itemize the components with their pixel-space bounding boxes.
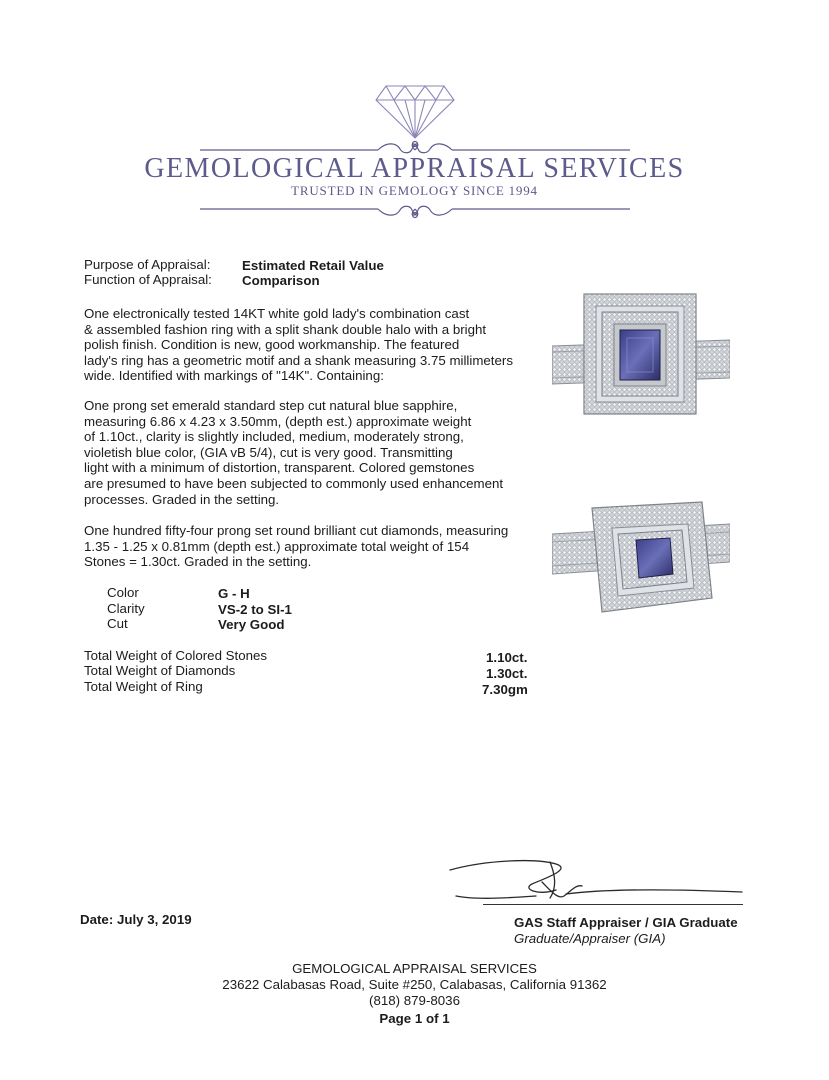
page-number: Page 1 of 1 bbox=[379, 1011, 450, 1026]
text-line: measuring 6.86 x 4.23 x 3.50mm, (depth est.) approximate weight bbox=[84, 413, 472, 429]
text-line: are presumed to have been subjected to commonly used enhancement bbox=[84, 475, 504, 491]
company-name: GEMOLOGICAL APPRAISAL SERVICES bbox=[144, 153, 685, 184]
total-value-colored-stones: 1.10ct. bbox=[486, 650, 528, 665]
text-line: 1.35 - 1.25 x 0.81mm (depth est.) approximate total weight of 154 bbox=[84, 538, 470, 554]
text-line: One hundred fifty-four prong set round brilliant cut diamonds, measuring bbox=[84, 523, 509, 538]
grade-value-cut: Very Good bbox=[218, 617, 285, 632]
signature-line bbox=[483, 904, 743, 905]
footer-company: GEMOLOGICAL APPRAISAL SERVICES bbox=[292, 961, 537, 976]
grade-value-color: G - H bbox=[218, 586, 250, 601]
grade-label-cut: Cut bbox=[107, 616, 128, 631]
footer-address: 23622 Calabasas Road, Suite #250, Calabasas, California 91362 bbox=[222, 977, 607, 992]
ornament-divider-bottom bbox=[200, 199, 630, 221]
text-line: violetish blue color, (GIA vB 5/4), cut is very good. Transmitting bbox=[84, 444, 453, 460]
appraiser-title: GAS Staff Appraiser / GIA Graduate bbox=[514, 915, 738, 930]
text-line: & assembled fashion ring with a split shank double halo with a bright bbox=[84, 321, 487, 337]
total-label-colored-stones: Total Weight of Colored Stones bbox=[84, 648, 268, 663]
sapphire-description bbox=[84, 398, 503, 507]
text-line: One prong set emerald standard step cut natural blue sapphire, bbox=[84, 398, 458, 413]
diamond-logo-icon bbox=[374, 84, 456, 140]
ring-photo-top-view bbox=[552, 292, 730, 420]
appraisal-date: Date: July 3, 2019 bbox=[80, 912, 192, 927]
grade-value-clarity: VS-2 to SI-1 bbox=[218, 602, 292, 617]
text-line: wide. Identified with markings of "14K". Containing: bbox=[84, 368, 384, 384]
purpose-value: Estimated Retail Value bbox=[242, 258, 384, 273]
text-line: of 1.10ct., clarity is slightly included, medium, moderately strong, bbox=[84, 429, 464, 445]
purpose-label: Purpose of Appraisal: bbox=[84, 257, 211, 272]
footer-phone: (818) 879-8036 bbox=[369, 993, 460, 1008]
text-line: processes. Graded in the setting. bbox=[84, 491, 280, 507]
text-line: lady's ring has a geometric motif and a shank measuring 3.75 millimeters bbox=[84, 352, 513, 368]
ring-description bbox=[84, 306, 513, 384]
total-value-ring: 7.30gm bbox=[482, 682, 528, 697]
company-tagline: TRUSTED IN GEMOLOGY SINCE 1994 bbox=[291, 183, 538, 198]
total-label-ring: Total Weight of Ring bbox=[84, 679, 203, 694]
grade-label-clarity: Clarity bbox=[107, 601, 145, 616]
text-line: light with a minimum of distortion, transparent. Colored gemstones bbox=[84, 460, 475, 476]
diamond-description bbox=[84, 523, 508, 570]
text-line: One electronically tested 14KT white gold lady's combination cast bbox=[84, 306, 470, 321]
text-line: polish finish. Condition is new, good workmanship. The featured bbox=[84, 337, 460, 353]
text-line: Stones = 1.30ct. Graded in the setting. bbox=[84, 554, 312, 570]
total-label-diamonds: Total Weight of Diamonds bbox=[84, 663, 236, 678]
ring-photo-angled-view bbox=[552, 500, 730, 618]
function-label: Function of Appraisal: bbox=[84, 272, 212, 287]
total-value-diamonds: 1.30ct. bbox=[486, 666, 528, 681]
appraiser-subtitle: Graduate/Appraiser (GIA) bbox=[514, 931, 666, 946]
function-value: Comparison bbox=[242, 273, 320, 288]
grade-label-color: Color bbox=[107, 585, 139, 600]
